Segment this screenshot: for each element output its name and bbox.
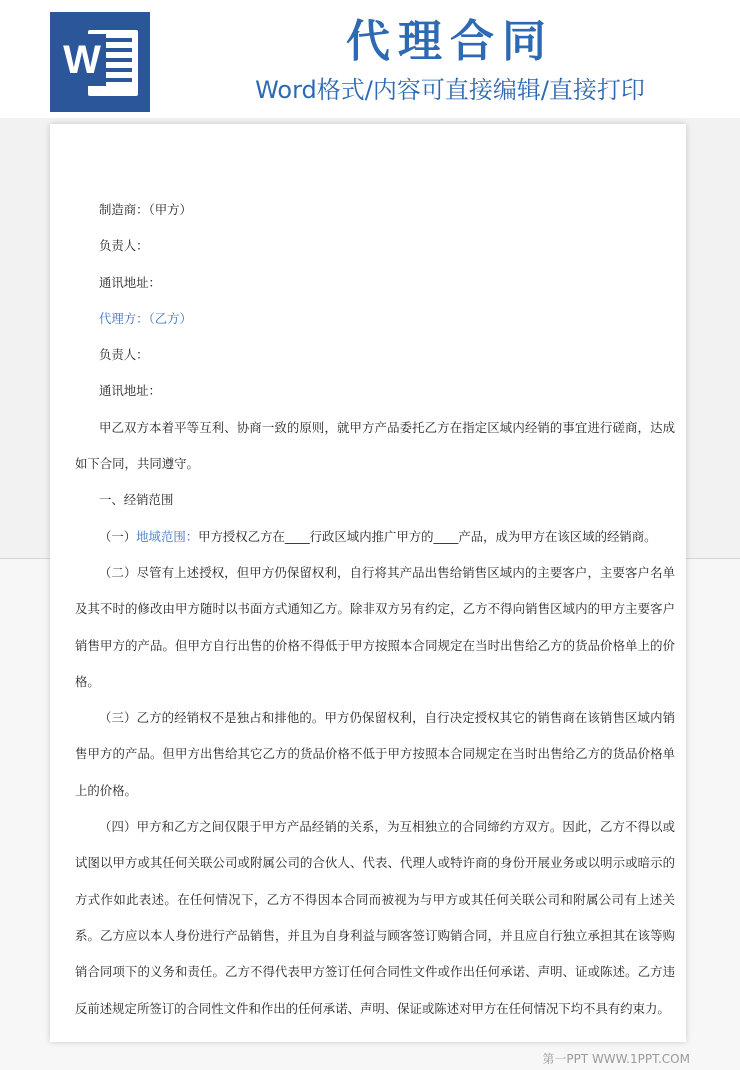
manufacturer-contact-line: 负责人： <box>99 238 149 254</box>
document-content <box>75 192 675 1027</box>
agent-address-line: 通讯地址： <box>99 383 161 399</box>
clause-1-label: 地域范围： <box>136 528 199 544</box>
page-title: 代理合同 <box>346 16 554 67</box>
intro-paragraph: 甲乙双方本着平等互利、协商一致的原则，就甲方产品委托乙方在指定区域内经销的事宜进行磋商，达成如下合同，共同遵守。 <box>75 419 675 472</box>
clause-4: （四）甲方和乙方之间仅限于甲方产品经销的关系，为互相独立的合同缔约方双方。因此，乙方不得以或试图以甲方或其任何关联公司或附属公司的合伙人、代表、代理人或特许商的身份开展业务或以明示或暗示的方式作如此表述。在任何情况下，乙方不得因本合同而被视为与甲方或其任何关联公司和附属公司有上述关系。乙方应以本人身份进行产品销售，并且为自身利益与顾客签订购销合同，并且应自行独立承担其在该等购销合同项下的义务和责任。乙方不得代表甲方签订任何合同性文件或作出任何承诺、声明、证或陈述。乙方违反前述规定所签订的合同性文件和作出的任何承诺、声明、保证或陈述对甲方在任何情况下均不具有约束力。 <box>75 819 675 1016</box>
manufacturer-address-line: 通讯地址： <box>99 274 161 290</box>
word-logo-icon <box>50 12 150 112</box>
section-heading: 一、经销范围 <box>99 492 174 508</box>
manufacturer-line: 制造商：（甲方） <box>99 202 192 217</box>
agent-line: 代理方：（乙方） <box>99 310 192 326</box>
clause-1-text: 甲方授权乙方在____行政区域内推广甲方的____产品，成为甲方在该区域的经销商。 <box>198 528 657 544</box>
document-page <box>50 124 686 1042</box>
clause-3: （三）乙方的经销权不是独占和排他的。甲方仍保留权利，自行决定授权其它的销售商在该销售区域内销售甲方的产品。但甲方出售给其它乙方的货品价格不低于甲方按照本合同规定在当时出售给乙方的货品价格单上的价格。 <box>75 710 675 798</box>
word-letter: W <box>58 34 106 86</box>
footer-watermark: 第一PPT WWW.1PPT.COM <box>542 1052 690 1066</box>
clause-1-prefix: （一） <box>99 528 137 544</box>
clause-2: （二）尽管有上述授权，但甲方仍保留权利，自行将其产品出售给销售区域内的主要客户，主要客户名单及其不时的修改由甲方随时以书面方式通知乙方。除非双方另有约定，乙方不得向销售区域内的甲方主要客户销售甲方的产品。但甲方自行出售的价格不得低于甲方按照本合同规定在当时出售给乙方的货品价格单上的价格。 <box>75 564 675 689</box>
clause-1 <box>75 519 675 555</box>
agent-contact-line: 负责人： <box>99 347 149 363</box>
header-banner <box>0 0 740 118</box>
page-subtitle: Word格式/内容可直接编辑/直接打印 <box>255 76 645 104</box>
